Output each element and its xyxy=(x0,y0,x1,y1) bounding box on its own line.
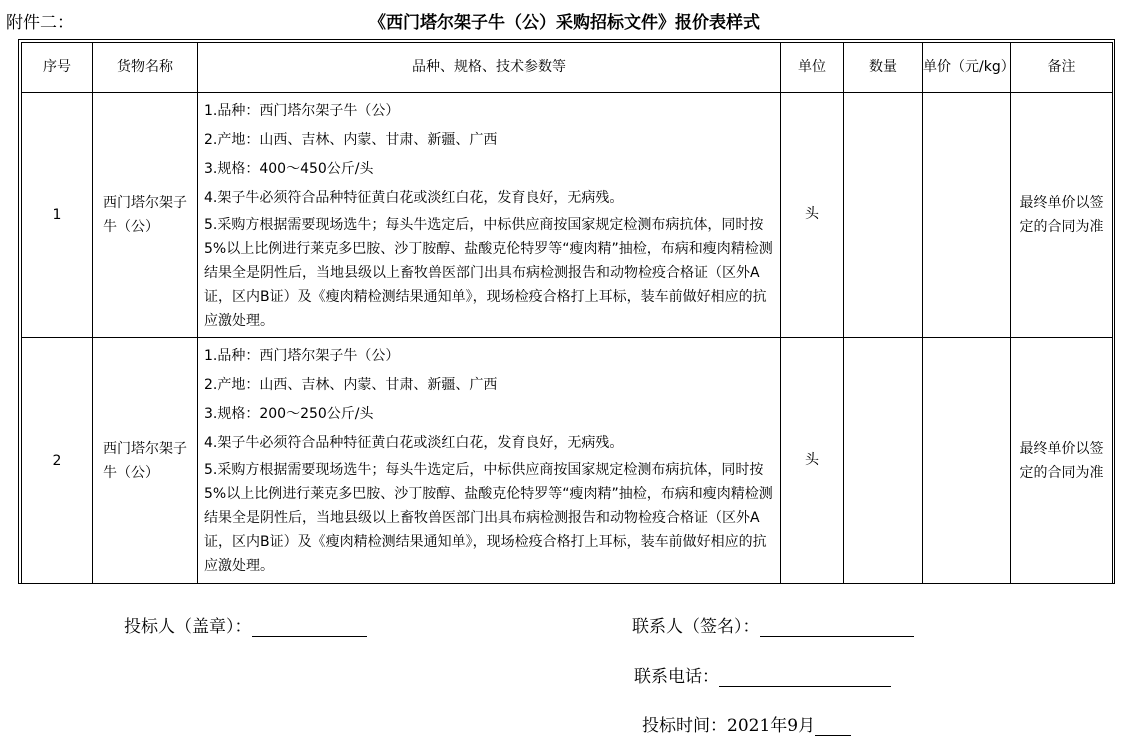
header-goods-name: 货物名称 xyxy=(93,43,198,93)
contact-phone-label: 联系电话： xyxy=(634,667,719,687)
spec-size: 3.规格：400～450公斤/头 xyxy=(204,161,374,177)
quotation-table xyxy=(21,42,1113,584)
contact-signature-label: 联系人（签名）： xyxy=(632,617,760,637)
spec-procedure: 5.采购方根据需要现场选牛；每头牛选定后，中标供应商按国家规定检测布病抗体，同时按5%以上比例进行莱克多巴胺、沙丁胺醇、盐酸克伦特罗等“瘦肉精”抽检，布病和瘦肉精检测结果全是阴性后，当地县级以上畜牧兽医部门出具布病检测报告和动物检疫合格证（区外A证，区内B证）及《瘦肉精检测结果通知单》，现场检疫合格打上耳标，装车前做好相应的抗应激处理。 xyxy=(204,217,773,329)
header-remark: 备注 xyxy=(1011,43,1113,93)
contact-signature-line[interactable] xyxy=(760,618,914,637)
header-quantity: 数量 xyxy=(844,43,923,93)
bidder-stamp-row xyxy=(124,612,367,637)
quantity-cell xyxy=(844,93,923,338)
bid-time-label: 投标时间：2021年9月 xyxy=(642,716,816,736)
header-no: 序号 xyxy=(22,43,93,93)
table-row xyxy=(22,93,1113,338)
spec-breed: 1.品种：西门塔尔架子牛（公） xyxy=(204,103,400,119)
contact-phone-row xyxy=(634,662,891,687)
spec-origin: 2.产地：山西、吉林、内蒙、甘肃、新疆、广西 xyxy=(204,132,498,148)
bid-time-row xyxy=(642,711,851,736)
unit-price-cell xyxy=(923,93,1011,338)
header-unit-price: 单价（元/kg） xyxy=(923,43,1011,93)
document-title: 《西门塔尔架子牛（公）采购招标文件》报价表样式 xyxy=(369,13,760,33)
spec-breed: 1.品种：西门塔尔架子牛（公） xyxy=(204,348,400,364)
attachment-label: 附件二： xyxy=(6,13,74,33)
goods-name: 西门塔尔架子牛（公） xyxy=(93,338,198,584)
unit-price-cell xyxy=(923,338,1011,584)
unit-value: 头 xyxy=(805,206,819,222)
row-number: 1 xyxy=(22,93,93,338)
contact-phone-line[interactable] xyxy=(719,668,891,687)
remark-cell: 最终单价以签定的合同为准 xyxy=(1011,338,1113,584)
table-row xyxy=(22,338,1113,584)
unit-cell xyxy=(781,338,844,584)
quantity-cell xyxy=(844,338,923,584)
unit-cell xyxy=(781,93,844,338)
bidder-stamp-label: 投标人（盖章）： xyxy=(124,617,252,637)
header-spec: 品种、规格、技术参数等 xyxy=(198,43,781,93)
spec-size: 3.规格：200～250公斤/头 xyxy=(204,406,374,422)
spec-cell xyxy=(198,93,781,338)
unit-value: 头 xyxy=(805,451,819,468)
goods-name: 西门塔尔架子牛（公） xyxy=(93,93,198,338)
header-row xyxy=(22,43,1113,93)
contact-signature-row xyxy=(632,612,914,637)
bidder-stamp-line[interactable] xyxy=(252,618,367,637)
quotation-table-frame xyxy=(18,39,1115,584)
header-unit: 单位 xyxy=(781,43,844,93)
bid-time-line[interactable] xyxy=(815,717,851,736)
spec-procedure: 5.采购方根据需要现场选牛；每头牛选定后，中标供应商按国家规定检测布病抗体，同时按5%以上比例进行莱克多巴胺、沙丁胺醇、盐酸克伦特罗等“瘦肉精”抽检，布病和瘦肉精检测结果全是阴性后，当地县级以上畜牧兽医部门出具布病检测报告和动物检疫合格证（区外A证，区内B证）及《瘦肉精检测结果通知单》，现场检疫合格打上耳标，装车前做好相应的抗应激处理。 xyxy=(204,462,773,574)
spec-origin: 2.产地：山西、吉林、内蒙、甘肃、新疆、广西 xyxy=(204,377,498,393)
row-number: 2 xyxy=(22,338,93,584)
spec-requirement: 4.架子牛必须符合品种特征黄白花或淡红白花，发育良好，无病残。 xyxy=(204,435,624,451)
spec-requirement: 4.架子牛必须符合品种特征黄白花或淡红白花，发育良好，无病残。 xyxy=(204,190,624,206)
spec-cell xyxy=(198,338,781,584)
remark-cell: 最终单价以签定的合同为准 xyxy=(1011,93,1113,338)
